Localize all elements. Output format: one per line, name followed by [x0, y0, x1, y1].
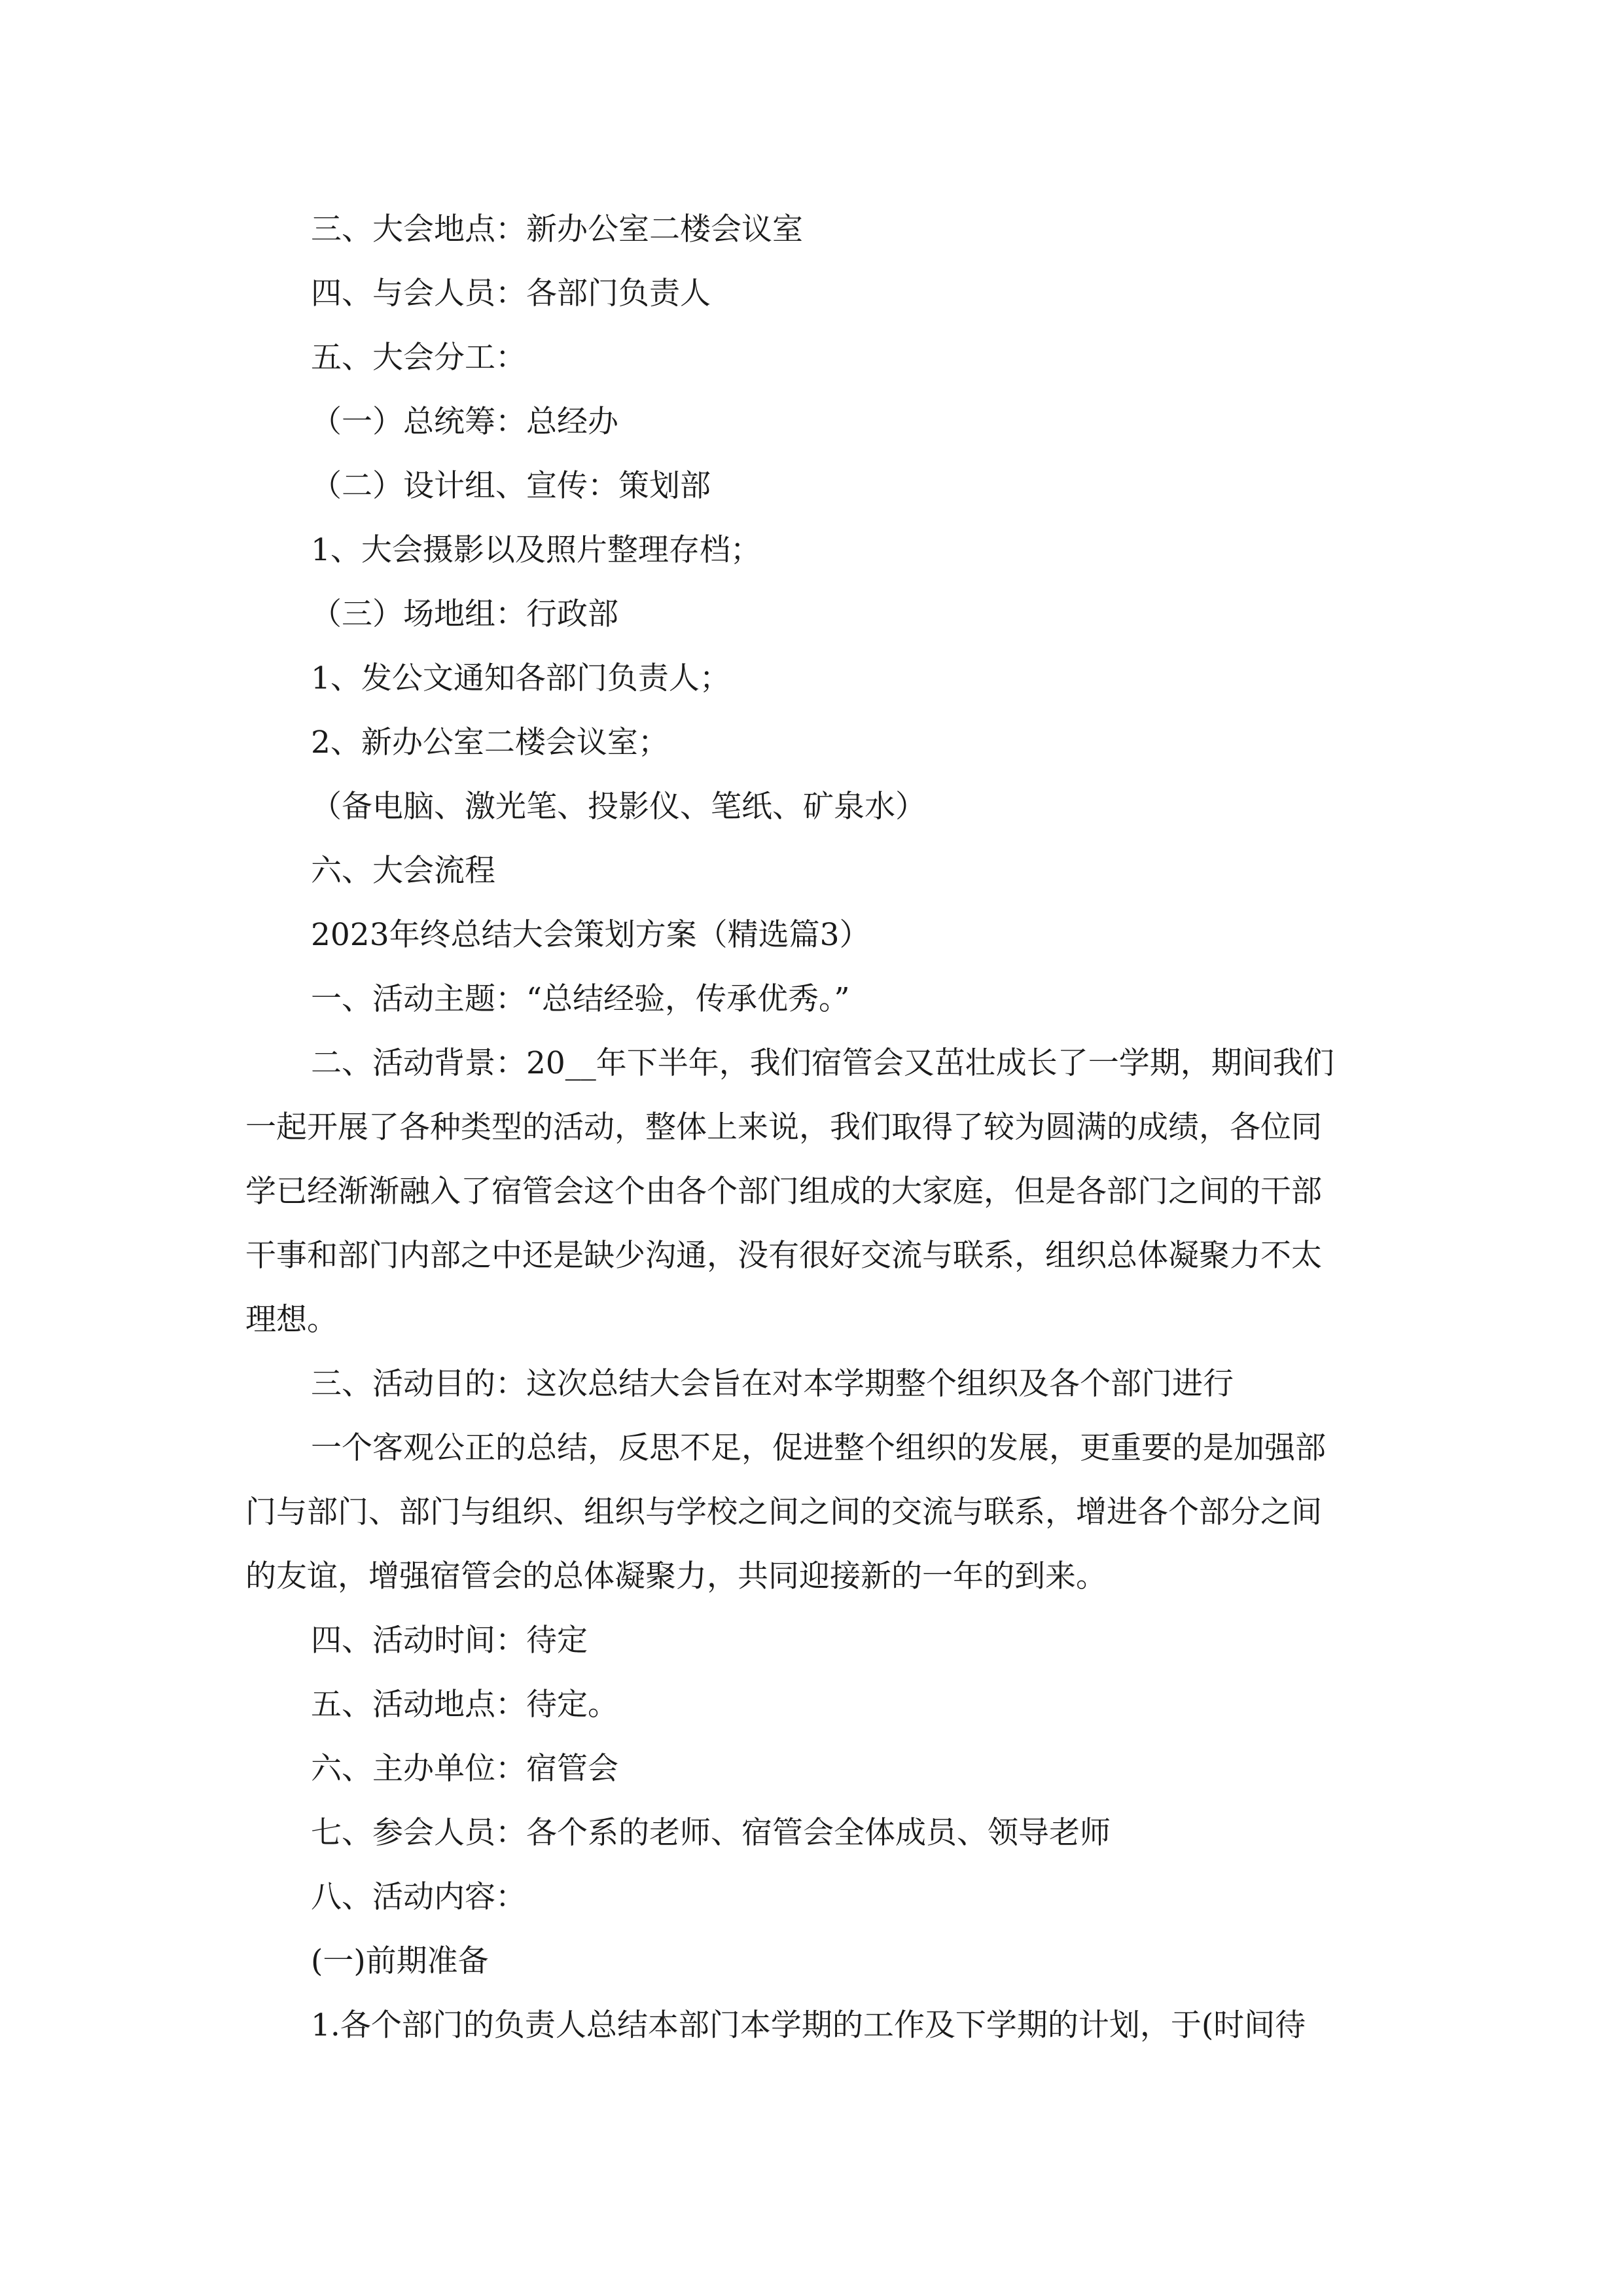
paragraph-line: 八、活动内容：: [311, 1879, 526, 1915]
paragraph-line: 五、大会分工：: [311, 340, 526, 376]
paragraph-line: 六、主办单位：宿管会: [311, 1751, 618, 1787]
paragraph-line: 1、大会摄影以及照片整理存档；: [311, 532, 761, 568]
paragraph-line: 五、活动地点：待定。: [311, 1687, 618, 1723]
paragraph-line: (一)前期准备: [311, 1943, 489, 1979]
paragraph-line: 四、活动时间：待定: [311, 1623, 588, 1659]
paragraph-line: 三、大会地点：新办公室二楼会议室: [311, 211, 803, 247]
paragraph-line: 三、活动目的：这次总结大会旨在对本学期整个组织及各个部门进行: [311, 1366, 1234, 1402]
paragraph-line: 2、新办公室二楼会议室；: [311, 725, 669, 761]
paragraph-line: 1、发公文通知各部门负责人；: [311, 660, 730, 696]
paragraph-line: 1.各个部门的负责人总结本部门本学期的工作及下学期的计划，于(时间待: [311, 2007, 1306, 2043]
paragraph-line: 一起开展了各种类型的活动，整体上来说，我们取得了较为圆满的成绩，各位同: [245, 1109, 1322, 1145]
paragraph-line: 二、活动背景：20__年下半年，我们宿管会又茁壮成长了一学期，期间我们: [311, 1045, 1334, 1081]
paragraph-line: （三）场地组：行政部: [311, 596, 618, 632]
paragraph-line: 一个客观公正的总结，反思不足，促进整个组织的发展，更重要的是加强部: [311, 1430, 1326, 1466]
document-body: [245, 198, 1381, 2058]
paragraph-line: 的友谊，增强宿管会的总体凝聚力，共同迎接新的一年的到来。: [245, 1558, 1107, 1594]
paragraph-line: 门与部门、部门与组织、组织与学校之间之间的交流与联系，增进各个部分之间: [245, 1494, 1322, 1530]
section-title: 2023年终总结大会策划方案（精选篇3）: [311, 917, 870, 953]
paragraph-line: 七、参会人员：各个系的老师、宿管会全体成员、领导老师: [311, 1815, 1111, 1851]
paragraph-line: 六、大会流程: [311, 853, 495, 889]
paragraph-line: 理想。: [245, 1302, 338, 1338]
paragraph-line: （一）总统筹：总经办: [311, 404, 618, 440]
paragraph-line: 学已经渐渐融入了宿管会这个由各个部门组成的大家庭，但是各部门之间的干部: [245, 1174, 1322, 1210]
paragraph-line: （备电脑、激光笔、投影仪、笔纸、矿泉水）: [311, 789, 926, 825]
paragraph-line: （二）设计组、宣传：策划部: [311, 468, 711, 504]
paragraph-line: 干事和部门内部之中还是缺少沟通，没有很好交流与联系，组织总体凝聚力不太: [245, 1238, 1322, 1274]
paragraph-line: 四、与会人员：各部门负责人: [311, 276, 711, 312]
paragraph-line: 一、活动主题：“总结经验，传承优秀。”: [311, 981, 850, 1017]
